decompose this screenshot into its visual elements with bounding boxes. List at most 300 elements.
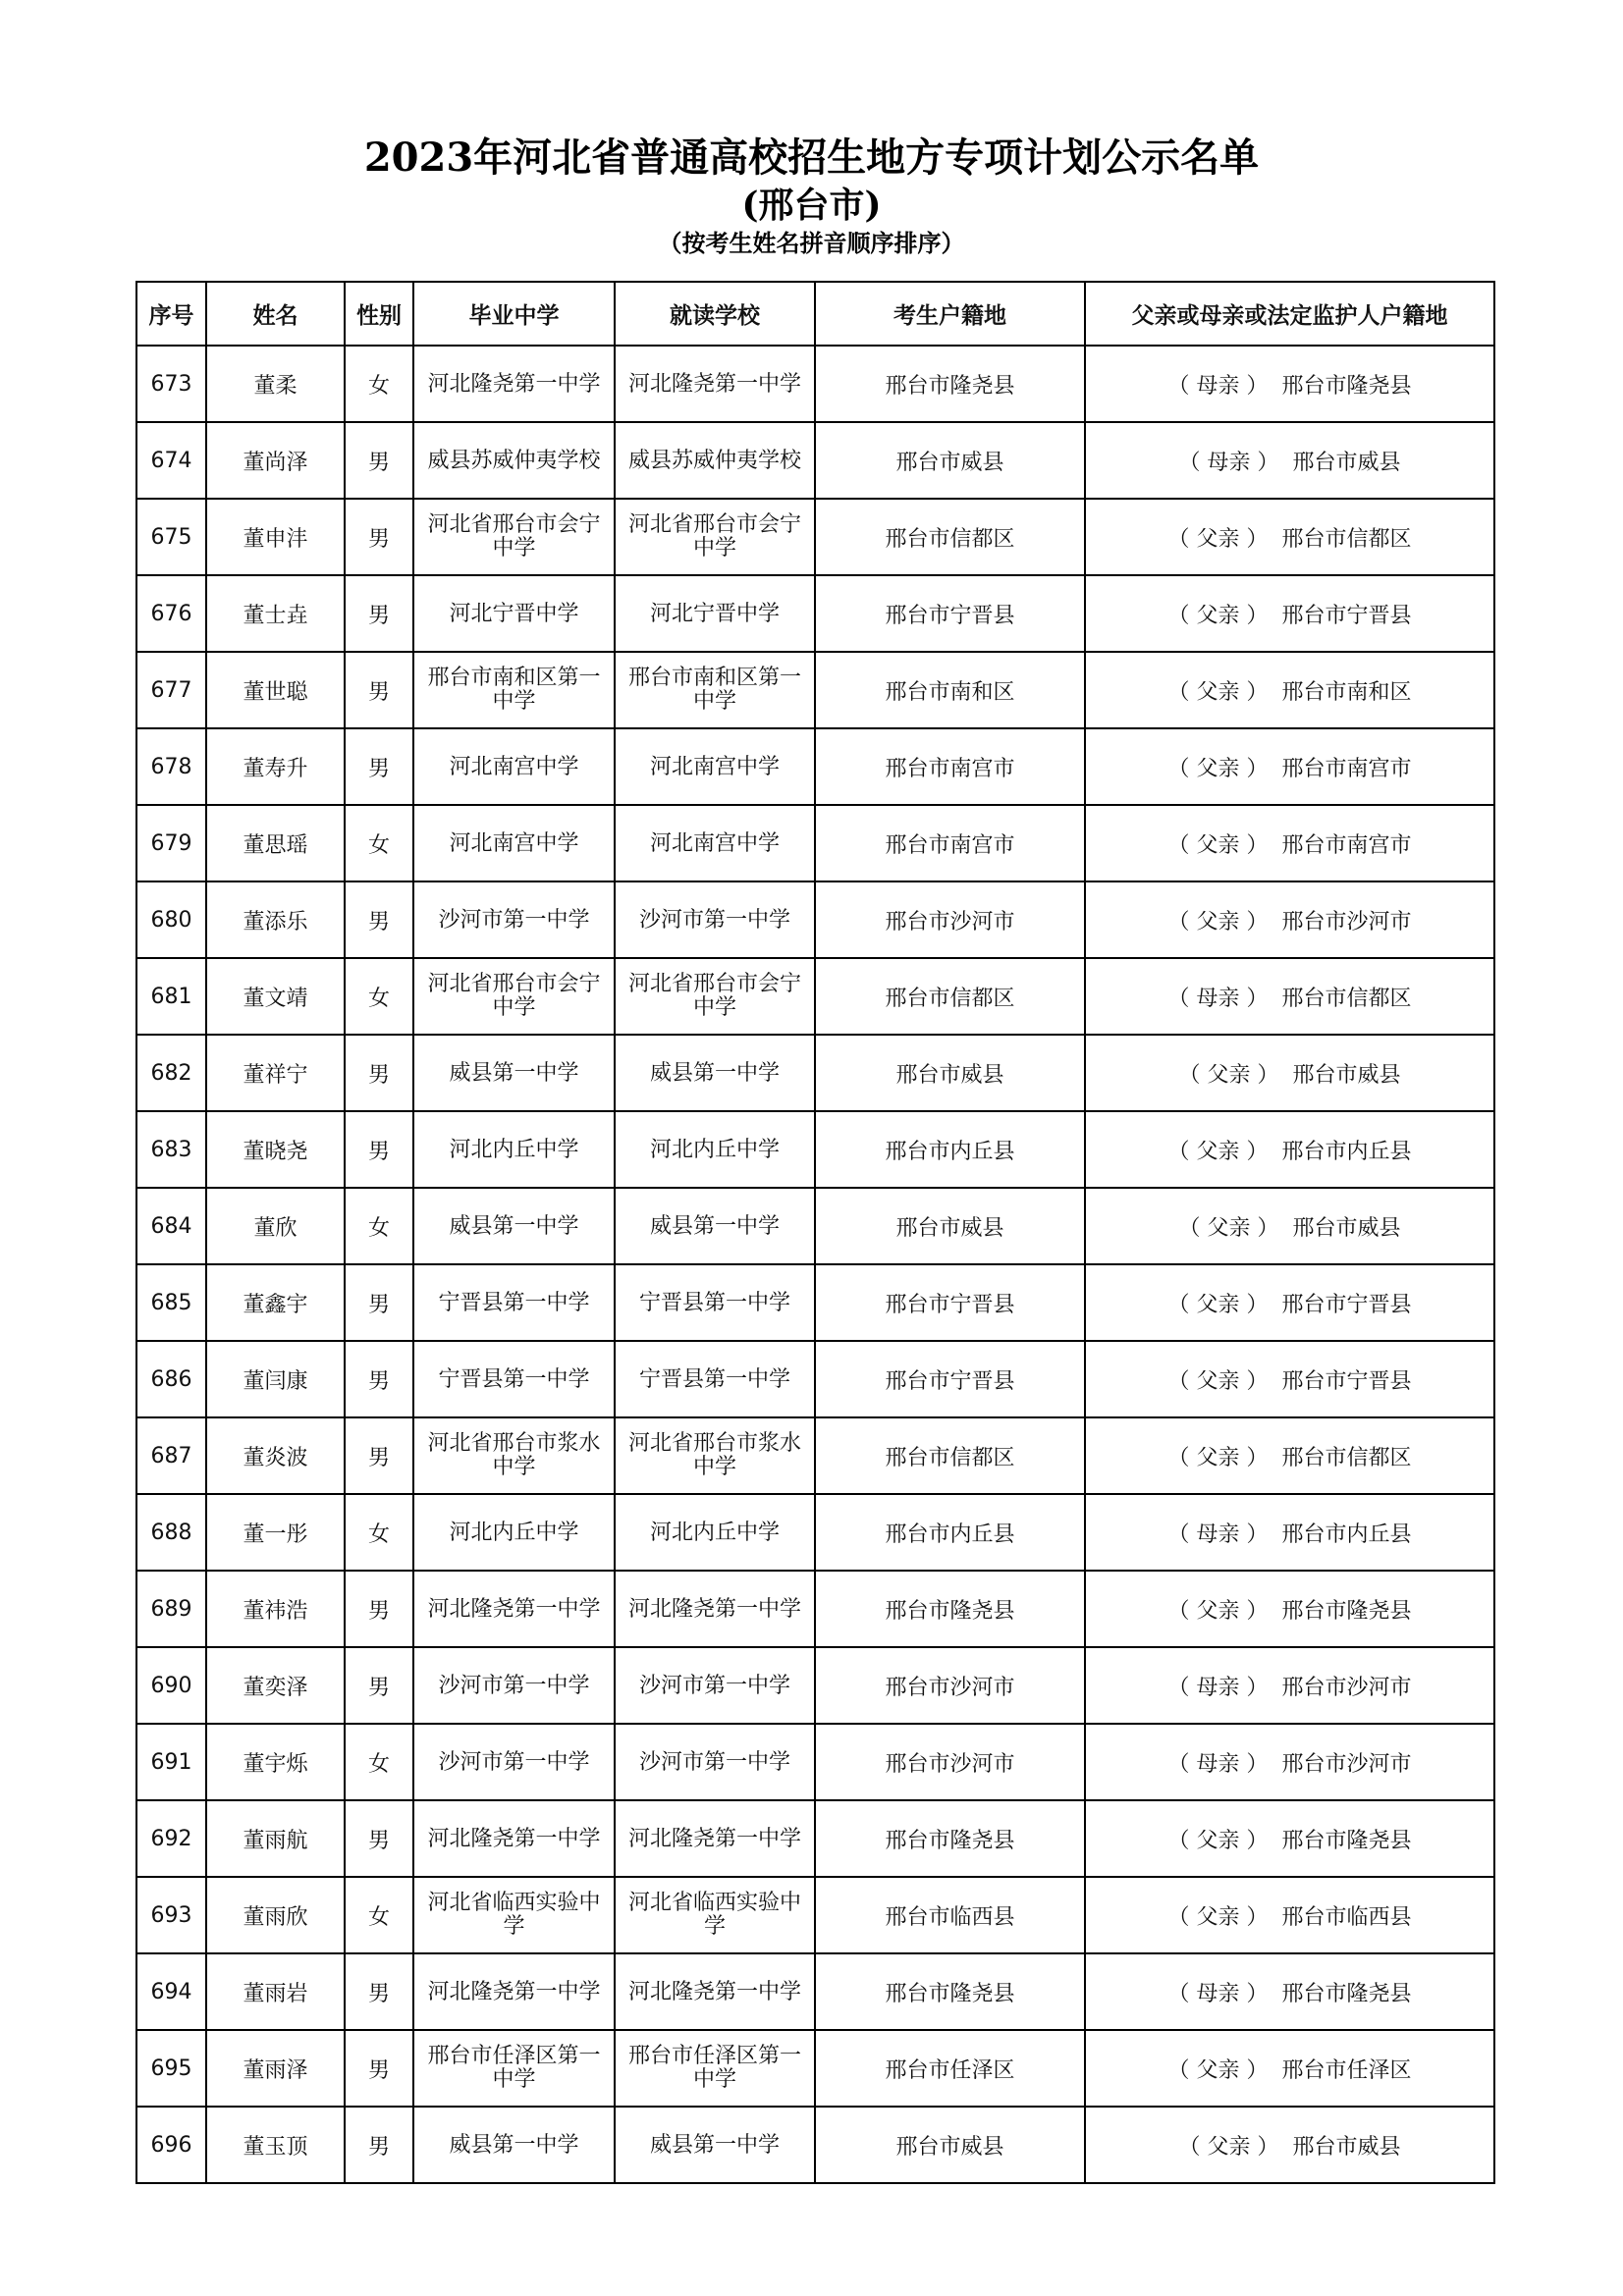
col-header-domicile: 考生户籍地	[815, 282, 1085, 346]
cell-name: 董宇烁	[206, 1724, 345, 1800]
cell-domicile: 邢台市沙河市	[815, 1647, 1085, 1724]
cell-grad-school-text: 邢台市南和区第一中学	[427, 666, 601, 714]
cell-grad-school	[413, 1111, 615, 1188]
guardian-domicile: 邢台市沙河市	[1281, 1675, 1412, 1700]
cell-grad-school-text: 河北省临西实验中学	[427, 1891, 601, 1939]
table-row	[136, 728, 1494, 805]
table-body	[136, 346, 1494, 2183]
guardian-relation: （ 父亲 ）	[1167, 1368, 1269, 1394]
cell-domicile: 邢台市隆尧县	[815, 1571, 1085, 1647]
guardian-relation: （ 母亲 ）	[1178, 450, 1279, 475]
cell-grad-school-text: 威县第一中学	[449, 1213, 579, 1239]
cell-no: 694	[136, 1953, 206, 2030]
cell-no: 687	[136, 1417, 206, 1494]
cell-grad-school	[413, 805, 615, 881]
cell-no: 682	[136, 1035, 206, 1111]
cell-no: 690	[136, 1647, 206, 1724]
cell-no: 680	[136, 881, 206, 958]
cell-grad-school-text: 邢台市任泽区第一中学	[427, 2044, 601, 2092]
table-row	[136, 1264, 1494, 1341]
guardian-domicile: 邢台市隆尧县	[1281, 373, 1412, 399]
cell-domicile: 邢台市信都区	[815, 499, 1085, 575]
cell-gender: 男	[345, 2030, 413, 2107]
cell-domicile: 邢台市隆尧县	[815, 346, 1085, 422]
cell-current-school	[615, 881, 815, 958]
cell-name: 董闫康	[206, 1341, 345, 1417]
cell-current-school-text: 沙河市第一中学	[638, 1749, 790, 1775]
cell-guardian	[1085, 1647, 1494, 1724]
guardian-domicile: 邢台市沙河市	[1281, 1751, 1412, 1777]
cell-current-school	[615, 346, 815, 422]
cell-name: 董一彤	[206, 1494, 345, 1571]
table-row	[136, 575, 1494, 652]
cell-gender: 男	[345, 2107, 413, 2183]
cell-grad-school	[413, 499, 615, 575]
cell-current-school-text: 河北隆尧第一中学	[628, 1826, 802, 1851]
cell-current-school-text: 威县第一中学	[649, 1213, 780, 1239]
table-row	[136, 881, 1494, 958]
cell-grad-school	[413, 1647, 615, 1724]
cell-current-school	[615, 1877, 815, 1953]
guardian-relation: （ 母亲 ）	[1167, 1981, 1269, 2006]
cell-guardian	[1085, 2030, 1494, 2107]
cell-grad-school	[413, 1417, 615, 1494]
cell-current-school	[615, 1035, 815, 1111]
table-row	[136, 422, 1494, 499]
table-row	[136, 1800, 1494, 1877]
table-row	[136, 2107, 1494, 2183]
cell-no: 689	[136, 1571, 206, 1647]
cell-current-school-text: 河北省邢台市会宁中学	[628, 512, 802, 561]
cell-current-school	[615, 958, 815, 1035]
guardian-domicile: 邢台市威县	[1292, 1062, 1401, 1088]
table-row	[136, 1341, 1494, 1417]
guardian-domicile: 邢台市南宫市	[1281, 832, 1412, 858]
cell-grad-school	[413, 1877, 615, 1953]
header-row	[136, 282, 1494, 346]
cell-name: 董祎浩	[206, 1571, 345, 1647]
col-header-no: 序号	[136, 282, 206, 346]
cell-grad-school-text: 河北隆尧第一中学	[427, 1979, 601, 2004]
guardian-relation: （ 父亲 ）	[1167, 756, 1269, 781]
cell-domicile: 邢台市威县	[815, 2107, 1085, 2183]
cell-no: 693	[136, 1877, 206, 1953]
cell-grad-school-text: 河北南宫中学	[449, 830, 579, 856]
cell-name: 董添乐	[206, 881, 345, 958]
cell-current-school-text: 河北南宫中学	[649, 754, 780, 779]
cell-guardian	[1085, 1188, 1494, 1264]
table-row	[136, 652, 1494, 728]
cell-no: 695	[136, 2030, 206, 2107]
cell-current-school	[615, 1800, 815, 1877]
guardian-domicile: 邢台市信都区	[1281, 986, 1412, 1011]
cell-name: 董尚泽	[206, 422, 345, 499]
cell-grad-school	[413, 1188, 615, 1264]
table-row	[136, 499, 1494, 575]
cell-gender: 男	[345, 1341, 413, 1417]
table-row	[136, 1571, 1494, 1647]
cell-grad-school	[413, 1264, 615, 1341]
cell-name: 董寿升	[206, 728, 345, 805]
cell-name: 董鑫宇	[206, 1264, 345, 1341]
cell-guardian	[1085, 881, 1494, 958]
guardian-domicile: 邢台市临西县	[1281, 1904, 1412, 1930]
cell-grad-school	[413, 652, 615, 728]
cell-guardian	[1085, 805, 1494, 881]
cell-grad-school-text: 沙河市第一中学	[438, 907, 590, 933]
table-row	[136, 958, 1494, 1035]
cell-grad-school	[413, 1494, 615, 1571]
cell-gender: 女	[345, 805, 413, 881]
cell-domicile: 邢台市任泽区	[815, 2030, 1085, 2107]
cell-guardian	[1085, 728, 1494, 805]
guardian-relation: （ 父亲 ）	[1167, 832, 1269, 858]
guardian-domicile: 邢台市信都区	[1281, 1445, 1412, 1470]
cell-current-school	[615, 2107, 815, 2183]
guardian-relation: （ 母亲 ）	[1167, 1522, 1269, 1547]
cell-current-school-text: 宁晋县第一中学	[638, 1366, 790, 1392]
cell-current-school-text: 河北内丘中学	[649, 1137, 780, 1162]
cell-no: 685	[136, 1264, 206, 1341]
cell-grad-school	[413, 2030, 615, 2107]
cell-no: 681	[136, 958, 206, 1035]
cell-guardian	[1085, 346, 1494, 422]
cell-current-school	[615, 1571, 815, 1647]
guardian-relation: （ 母亲 ）	[1167, 986, 1269, 1011]
guardian-relation: （ 父亲 ）	[1167, 1828, 1269, 1853]
table-row	[136, 1188, 1494, 1264]
cell-current-school	[615, 1341, 815, 1417]
cell-name: 董士垚	[206, 575, 345, 652]
cell-name: 董世聪	[206, 652, 345, 728]
cell-grad-school	[413, 881, 615, 958]
cell-gender: 男	[345, 1953, 413, 2030]
cell-current-school	[615, 1111, 815, 1188]
cell-domicile: 邢台市威县	[815, 1035, 1085, 1111]
cell-current-school	[615, 1417, 815, 1494]
cell-grad-school	[413, 2107, 615, 2183]
cell-no: 675	[136, 499, 206, 575]
cell-current-school	[615, 1724, 815, 1800]
guardian-relation: （ 母亲 ）	[1167, 373, 1269, 399]
cell-no: 688	[136, 1494, 206, 1571]
guardian-relation: （ 父亲 ）	[1167, 1598, 1269, 1624]
cell-domicile: 邢台市沙河市	[815, 1724, 1085, 1800]
col-header-current-school: 就读学校	[615, 282, 815, 346]
table-row	[136, 1953, 1494, 2030]
guardian-domicile: 邢台市南宫市	[1281, 756, 1412, 781]
cell-current-school	[615, 499, 815, 575]
guardian-domicile: 邢台市隆尧县	[1281, 1598, 1412, 1624]
cell-name: 董文靖	[206, 958, 345, 1035]
cell-current-school-text: 河北隆尧第一中学	[628, 1979, 802, 2004]
cell-guardian	[1085, 422, 1494, 499]
cell-domicile: 邢台市沙河市	[815, 881, 1085, 958]
cell-name: 董雨欣	[206, 1877, 345, 1953]
table-row	[136, 805, 1494, 881]
cell-name: 董雨泽	[206, 2030, 345, 2107]
cell-grad-school	[413, 958, 615, 1035]
cell-guardian	[1085, 499, 1494, 575]
cell-guardian	[1085, 1264, 1494, 1341]
cell-grad-school	[413, 1341, 615, 1417]
cell-grad-school	[413, 1571, 615, 1647]
table-header	[136, 282, 1494, 346]
table-row	[136, 1035, 1494, 1111]
cell-grad-school-text: 河北省邢台市浆水中学	[427, 1431, 601, 1479]
cell-current-school-text: 河北省临西实验中学	[628, 1891, 802, 1939]
cell-guardian	[1085, 1571, 1494, 1647]
cell-domicile: 邢台市宁晋县	[815, 1264, 1085, 1341]
cell-no: 683	[136, 1111, 206, 1188]
cell-domicile: 邢台市隆尧县	[815, 1800, 1085, 1877]
col-header-gender: 性别	[345, 282, 413, 346]
cell-current-school	[615, 1494, 815, 1571]
table-row	[136, 2030, 1494, 2107]
cell-no: 676	[136, 575, 206, 652]
cell-no: 696	[136, 2107, 206, 2183]
guardian-domicile: 邢台市内丘县	[1281, 1522, 1412, 1547]
cell-guardian	[1085, 1494, 1494, 1571]
cell-no: 691	[136, 1724, 206, 1800]
cell-current-school-text: 河北南宫中学	[649, 830, 780, 856]
cell-current-school-text: 沙河市第一中学	[638, 907, 790, 933]
cell-grad-school-text: 河北省邢台市会宁中学	[427, 972, 601, 1020]
cell-grad-school-text: 河北隆尧第一中学	[427, 1826, 601, 1851]
cell-guardian	[1085, 1111, 1494, 1188]
cell-grad-school	[413, 1953, 615, 2030]
cell-current-school-text: 河北内丘中学	[649, 1520, 780, 1545]
cell-grad-school-text: 河北省邢台市会宁中学	[427, 512, 601, 561]
cell-current-school-text: 河北隆尧第一中学	[628, 1596, 802, 1622]
cell-guardian	[1085, 958, 1494, 1035]
cell-gender: 女	[345, 1494, 413, 1571]
cell-current-school	[615, 652, 815, 728]
cell-gender: 男	[345, 1264, 413, 1341]
cell-no: 677	[136, 652, 206, 728]
guardian-domicile: 邢台市威县	[1292, 1215, 1401, 1241]
cell-grad-school-text: 沙河市第一中学	[438, 1749, 590, 1775]
cell-no: 673	[136, 346, 206, 422]
cell-name: 董雨航	[206, 1800, 345, 1877]
cell-gender: 男	[345, 728, 413, 805]
cell-grad-school-text: 威县第一中学	[449, 2132, 579, 2158]
cell-current-school	[615, 422, 815, 499]
cell-no: 692	[136, 1800, 206, 1877]
guardian-relation: （ 母亲 ）	[1167, 1751, 1269, 1777]
cell-grad-school-text: 河北隆尧第一中学	[427, 371, 601, 397]
cell-current-school-text: 宁晋县第一中学	[638, 1290, 790, 1315]
cell-current-school	[615, 805, 815, 881]
cell-gender: 女	[345, 1877, 413, 1953]
cell-guardian	[1085, 1877, 1494, 1953]
guardian-domicile: 邢台市隆尧县	[1281, 1981, 1412, 2006]
cell-domicile: 邢台市威县	[815, 1188, 1085, 1264]
cell-current-school-text: 河北省邢台市浆水中学	[628, 1431, 802, 1479]
cell-guardian	[1085, 652, 1494, 728]
guardian-relation: （ 父亲 ）	[1167, 603, 1269, 628]
cell-guardian	[1085, 2107, 1494, 2183]
cell-domicile: 邢台市宁晋县	[815, 575, 1085, 652]
guardian-relation: （ 父亲 ）	[1178, 1062, 1279, 1088]
guardian-domicile: 邢台市沙河市	[1281, 909, 1412, 934]
cell-gender: 女	[345, 1188, 413, 1264]
cell-current-school-text: 威县第一中学	[649, 1060, 780, 1086]
cell-grad-school-text: 河北隆尧第一中学	[427, 1596, 601, 1622]
cell-grad-school	[413, 575, 615, 652]
cell-name: 董玉顶	[206, 2107, 345, 2183]
guardian-domicile: 邢台市宁晋县	[1281, 1292, 1412, 1317]
page-subtitle: (邢台市)	[741, 185, 882, 226]
cell-name: 董雨岩	[206, 1953, 345, 2030]
cell-domicile: 邢台市南宫市	[815, 805, 1085, 881]
cell-guardian	[1085, 1800, 1494, 1877]
table-row	[136, 1877, 1494, 1953]
cell-grad-school	[413, 1800, 615, 1877]
cell-grad-school-text: 河北内丘中学	[449, 1520, 579, 1545]
cell-domicile: 邢台市内丘县	[815, 1111, 1085, 1188]
cell-name: 董奕泽	[206, 1647, 345, 1724]
cell-gender: 男	[345, 1800, 413, 1877]
cell-current-school-text: 河北宁晋中学	[649, 601, 780, 626]
cell-gender: 女	[345, 958, 413, 1035]
cell-no: 679	[136, 805, 206, 881]
cell-domicile: 邢台市威县	[815, 422, 1085, 499]
cell-guardian	[1085, 1417, 1494, 1494]
cell-current-school	[615, 1264, 815, 1341]
guardian-domicile: 邢台市威县	[1292, 450, 1401, 475]
cell-gender: 男	[345, 1417, 413, 1494]
cell-domicile: 邢台市宁晋县	[815, 1341, 1085, 1417]
guardian-relation: （ 父亲 ）	[1167, 1292, 1269, 1317]
cell-current-school-text: 邢台市任泽区第一中学	[628, 2044, 802, 2092]
col-header-guardian-domicile: 父亲或母亲或法定监护人户籍地	[1085, 282, 1494, 346]
guardian-domicile: 邢台市宁晋县	[1281, 1368, 1412, 1394]
cell-name: 董柔	[206, 346, 345, 422]
cell-domicile: 邢台市信都区	[815, 1417, 1085, 1494]
cell-current-school-text: 沙河市第一中学	[638, 1673, 790, 1698]
cell-guardian	[1085, 1035, 1494, 1111]
table-row	[136, 346, 1494, 422]
cell-current-school	[615, 1953, 815, 2030]
cell-current-school-text: 威县苏威仲夷学校	[628, 448, 802, 473]
cell-current-school-text: 威县第一中学	[649, 2132, 780, 2158]
cell-name: 董炎波	[206, 1417, 345, 1494]
guardian-relation: （ 父亲 ）	[1178, 1215, 1279, 1241]
cell-current-school	[615, 1188, 815, 1264]
cell-gender: 女	[345, 346, 413, 422]
cell-current-school	[615, 728, 815, 805]
roster-table	[135, 281, 1495, 2184]
cell-grad-school-text: 宁晋县第一中学	[438, 1366, 590, 1392]
cell-no: 684	[136, 1188, 206, 1264]
cell-grad-school-text: 威县第一中学	[449, 1060, 579, 1086]
cell-grad-school-text: 河北南宫中学	[449, 754, 579, 779]
cell-guardian	[1085, 1953, 1494, 2030]
guardian-relation: （ 父亲 ）	[1167, 526, 1269, 552]
cell-guardian	[1085, 1341, 1494, 1417]
cell-grad-school	[413, 1724, 615, 1800]
cell-name: 董祥宁	[206, 1035, 345, 1111]
guardian-domicile: 邢台市内丘县	[1281, 1139, 1412, 1164]
cell-grad-school-text: 宁晋县第一中学	[438, 1290, 590, 1315]
cell-domicile: 邢台市信都区	[815, 958, 1085, 1035]
cell-domicile: 邢台市隆尧县	[815, 1953, 1085, 2030]
table-row	[136, 1417, 1494, 1494]
guardian-domicile: 邢台市宁晋县	[1281, 603, 1412, 628]
cell-grad-school-text: 河北内丘中学	[449, 1137, 579, 1162]
cell-grad-school-text: 沙河市第一中学	[438, 1673, 590, 1698]
cell-gender: 男	[345, 1571, 413, 1647]
guardian-relation: （ 父亲 ）	[1167, 679, 1269, 705]
table-row	[136, 1494, 1494, 1571]
cell-current-school	[615, 575, 815, 652]
table-row	[136, 1647, 1494, 1724]
guardian-relation: （ 母亲 ）	[1167, 1675, 1269, 1700]
guardian-relation: （ 父亲 ）	[1167, 1445, 1269, 1470]
guardian-relation: （ 父亲 ）	[1167, 909, 1269, 934]
cell-grad-school-text: 河北宁晋中学	[449, 601, 579, 626]
cell-grad-school	[413, 346, 615, 422]
cell-current-school-text: 邢台市南和区第一中学	[628, 666, 802, 714]
cell-gender: 女	[345, 1724, 413, 1800]
cell-name: 董思瑶	[206, 805, 345, 881]
guardian-domicile: 邢台市任泽区	[1281, 2057, 1412, 2083]
guardian-domicile: 邢台市南和区	[1281, 679, 1412, 705]
cell-no: 686	[136, 1341, 206, 1417]
cell-gender: 男	[345, 1647, 413, 1724]
guardian-relation: （ 父亲 ）	[1178, 2134, 1279, 2160]
cell-guardian	[1085, 575, 1494, 652]
cell-gender: 男	[345, 1035, 413, 1111]
cell-no: 678	[136, 728, 206, 805]
page-title: 2023年河北省普通高校招生地方专项计划公示名单	[363, 134, 1260, 181]
cell-grad-school	[413, 422, 615, 499]
cell-domicile: 邢台市南和区	[815, 652, 1085, 728]
cell-current-school	[615, 2030, 815, 2107]
col-header-name: 姓名	[206, 282, 345, 346]
col-header-grad-school: 毕业中学	[413, 282, 615, 346]
cell-grad-school	[413, 728, 615, 805]
cell-gender: 男	[345, 1111, 413, 1188]
cell-grad-school	[413, 1035, 615, 1111]
guardian-domicile: 邢台市威县	[1292, 2134, 1401, 2160]
cell-grad-school-text: 威县苏威仲夷学校	[427, 448, 601, 473]
cell-gender: 男	[345, 652, 413, 728]
sort-note: （按考生姓名拼音顺序排序）	[658, 230, 965, 257]
cell-gender: 男	[345, 422, 413, 499]
guardian-domicile: 邢台市隆尧县	[1281, 1828, 1412, 1853]
cell-no: 674	[136, 422, 206, 499]
cell-name: 董晓尧	[206, 1111, 345, 1188]
cell-name: 董欣	[206, 1188, 345, 1264]
cell-name: 董申沣	[206, 499, 345, 575]
guardian-domicile: 邢台市信都区	[1281, 526, 1412, 552]
cell-current-school-text: 河北省邢台市会宁中学	[628, 972, 802, 1020]
cell-gender: 男	[345, 575, 413, 652]
cell-domicile: 邢台市内丘县	[815, 1494, 1085, 1571]
guardian-relation: （ 父亲 ）	[1167, 1904, 1269, 1930]
cell-current-school	[615, 1647, 815, 1724]
table-row	[136, 1724, 1494, 1800]
cell-domicile: 邢台市南宫市	[815, 728, 1085, 805]
guardian-relation: （ 父亲 ）	[1167, 1139, 1269, 1164]
cell-guardian	[1085, 1724, 1494, 1800]
guardian-relation: （ 父亲 ）	[1167, 2057, 1269, 2083]
cell-domicile: 邢台市临西县	[815, 1877, 1085, 1953]
cell-gender: 男	[345, 499, 413, 575]
cell-current-school-text: 河北隆尧第一中学	[628, 371, 802, 397]
